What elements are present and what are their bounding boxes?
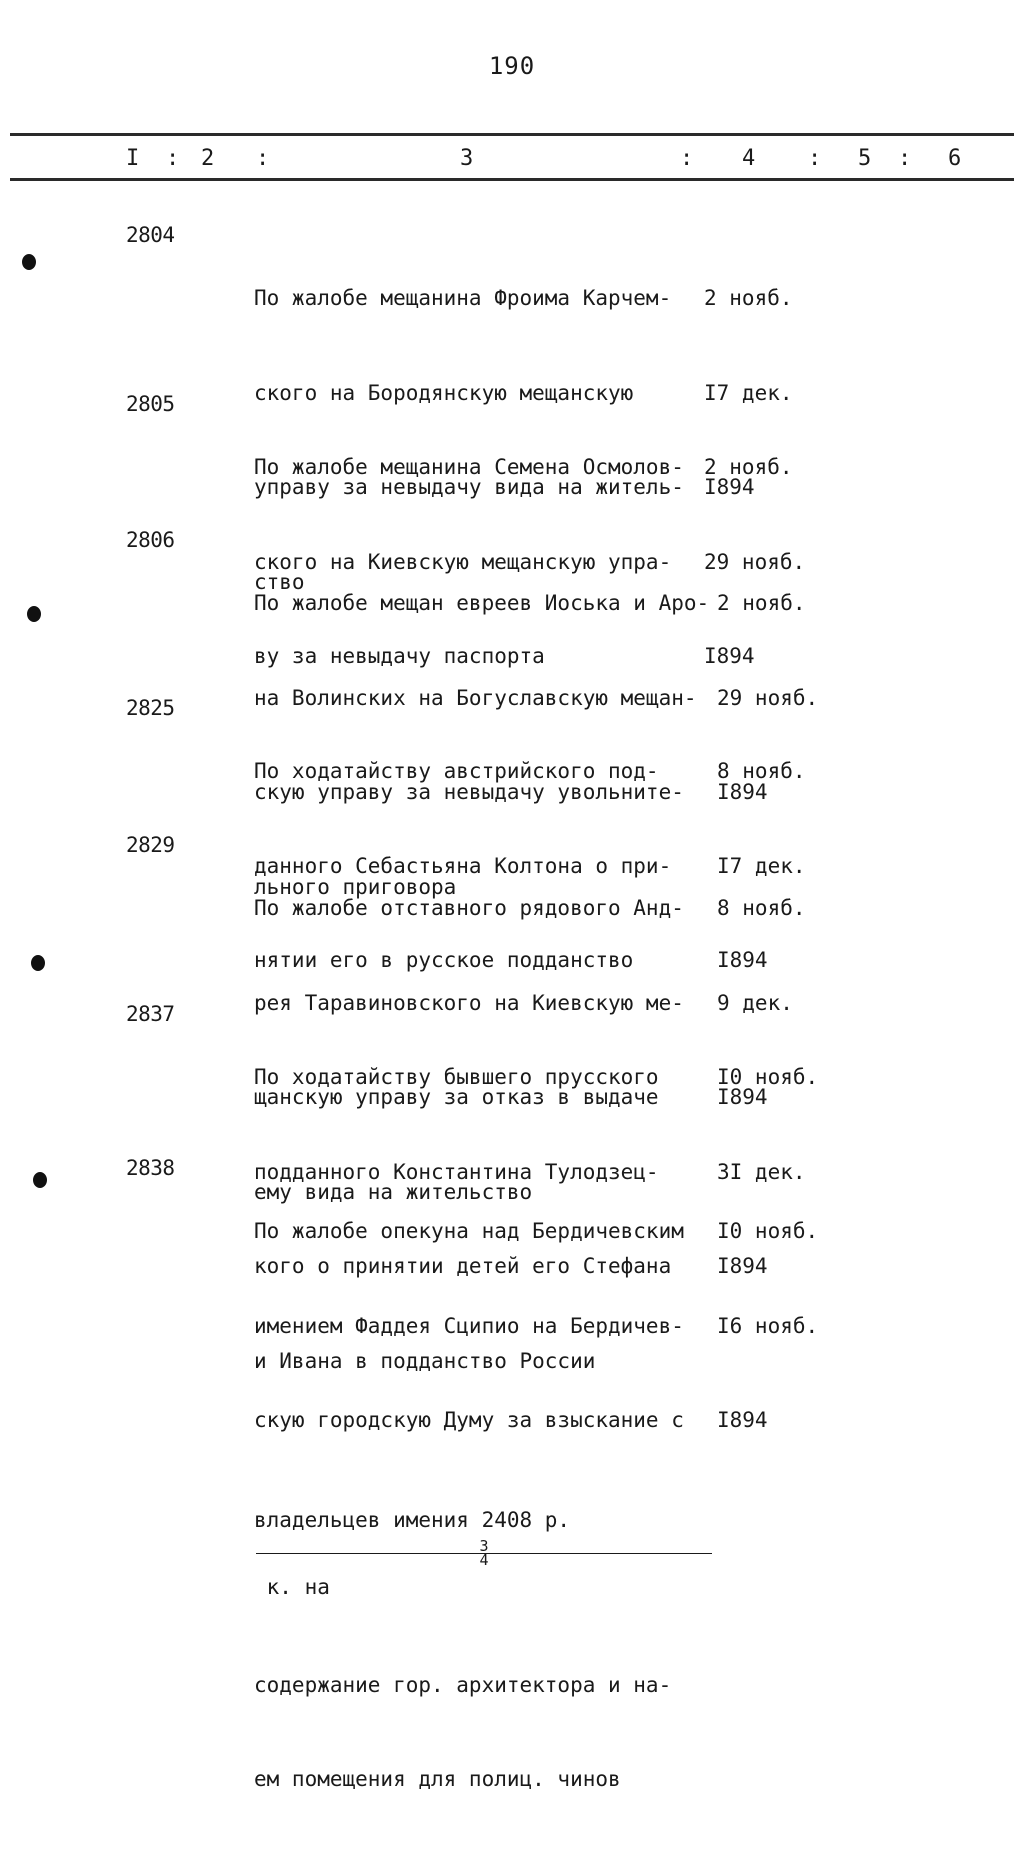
date-end: I6 нояб. — [717, 1313, 819, 1338]
date-start: 8 нояб. — [717, 896, 806, 920]
description-line: щанскую управу за отказ в выдаче — [254, 1085, 659, 1109]
date-end: 9 дек. — [717, 990, 793, 1015]
description-line: имением Фаддея Сципио на Бердичев- — [254, 1313, 684, 1338]
description-line: ему вида на жительство — [254, 1179, 533, 1204]
description-line: содержание гор. архитектора и на- — [254, 1672, 672, 1697]
date-start: 2 нояб. — [704, 286, 793, 310]
record-number: 2805 — [126, 392, 175, 416]
date-year: I894 — [717, 1085, 768, 1109]
column-header-6: 6 — [948, 146, 962, 171]
date-end: 29 нояб. — [717, 685, 819, 710]
description-line: и Ивана в подданство России — [254, 1348, 596, 1373]
description-line: ем помещения для полиц. чинов — [254, 1767, 621, 1791]
description-line: скую городскую Думу за взыскание с — [254, 1408, 684, 1432]
column-separator: : — [898, 146, 912, 171]
date-year: I894 — [704, 475, 755, 499]
description-line: ву за невыдачу паспорта — [254, 644, 545, 668]
record-number: 2837 — [126, 1002, 175, 1026]
column-separator: : — [166, 146, 180, 171]
date-year: I894 — [717, 1254, 768, 1278]
description-line: подданного Константина Тулодзец- — [254, 1159, 659, 1184]
date-end: 29 нояб. — [704, 549, 806, 574]
binding-hole-mark — [31, 955, 45, 971]
column-separator: : — [808, 146, 822, 171]
record-number: 2804 — [126, 223, 175, 247]
header-top-rule — [10, 133, 1014, 136]
description-line: По жалобе мещанина Фроима Карчем- — [254, 286, 672, 310]
record-number: 2838 — [126, 1156, 175, 1180]
column-header-1: I — [126, 146, 140, 171]
description-line: на Волинских на Богуславскую мещан- — [254, 685, 697, 710]
column-header-3: 3 — [460, 146, 474, 171]
date-end: I7 дек. — [704, 380, 793, 405]
date-start: 8 нояб. — [717, 759, 806, 783]
date-year: I894 — [717, 780, 768, 804]
description-line-with-fraction — [254, 1500, 714, 1607]
description-line: По жалобе мещан евреев Иоська и Аро- — [254, 591, 710, 615]
date-year: I894 — [717, 948, 768, 972]
kopeck-fraction — [256, 1536, 712, 1569]
date-end: I7 дек. — [717, 853, 806, 878]
binding-hole-mark — [33, 1172, 47, 1188]
column-header-5: 5 — [858, 146, 872, 171]
fraction-suffix: к. на — [266, 1574, 330, 1599]
column-separator: : — [256, 146, 270, 171]
description-text: владельцев имения 2408 р. — [254, 1507, 571, 1532]
fraction-numerator: 3 — [479, 1536, 489, 1555]
description-line: По ходатайству бывшего прусского — [254, 1065, 659, 1089]
description-line: ского на Бородянскую мещанскую — [254, 380, 634, 405]
description-line: По жалобе мещанина Семена Осмолов- — [254, 455, 684, 479]
record-number: 2829 — [126, 833, 175, 857]
date-start: 2 нояб. — [717, 591, 806, 615]
binding-hole-mark — [22, 254, 36, 270]
description-line: По жалобе опекуна над Бердичевским — [254, 1219, 684, 1243]
date-start: I0 нояб. — [717, 1065, 819, 1089]
record-number: 2825 — [126, 696, 175, 720]
description-line: скую управу за невыдачу увольните- — [254, 780, 684, 804]
header-bottom-rule — [10, 178, 1014, 181]
description-line: рея Таравиновского на Киевскую ме- — [254, 990, 684, 1015]
description-line: По жалобе отставного рядового Анд- — [254, 896, 684, 920]
date-end: 3I дек. — [717, 1159, 806, 1184]
binding-hole-mark — [27, 606, 41, 622]
column-separator: : — [680, 146, 694, 171]
record-dates — [717, 1153, 818, 1500]
record-description — [254, 1153, 714, 1859]
description-line: данного Себастьяна Колтона о при- — [254, 853, 672, 878]
date-start: I0 нояб. — [717, 1219, 819, 1243]
date-year: I894 — [717, 1408, 768, 1432]
column-header-2: 2 — [201, 146, 215, 171]
description-line: ского на Киевскую мещанскую упра- — [254, 549, 672, 574]
description-line: управу за невыдачу вида на житель- — [254, 475, 684, 499]
description-line: ство — [254, 569, 305, 594]
page-number: 190 — [488, 52, 536, 80]
fraction-denominator: 4 — [256, 1553, 712, 1567]
description-line: По ходатайству австрийского под- — [254, 759, 659, 783]
description-line: льного приговора — [254, 874, 457, 899]
description-line: кого о принятии детей его Стефана — [254, 1254, 672, 1278]
description-line: нятии его в русское подданство — [254, 948, 634, 972]
record-number: 2806 — [126, 528, 175, 552]
column-header-4: 4 — [742, 146, 756, 171]
date-start: 2 нояб. — [704, 455, 793, 479]
date-year: I894 — [704, 644, 755, 668]
